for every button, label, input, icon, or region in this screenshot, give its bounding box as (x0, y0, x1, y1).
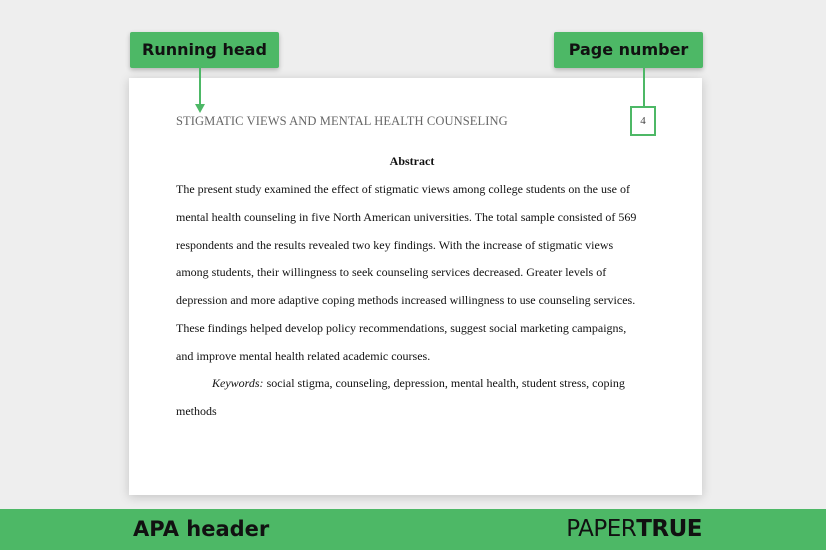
abstract-line: These findings helped develop policy recommendations, suggest social marketing campaigns, (176, 320, 627, 335)
running-head-callout: Running head (130, 32, 279, 68)
keywords-label: Keywords: (212, 376, 264, 390)
abstract-line: depression and more adaptive coping methods increased willingness to use counseling services. (176, 293, 636, 308)
brand-logo-part: TRUE (636, 516, 702, 542)
running-head-connector (199, 68, 201, 106)
abstract-line: respondents and the results revealed two key findings. With the increase of stigmatic views (176, 237, 614, 252)
footer-banner (0, 509, 826, 550)
abstract-body (176, 176, 656, 371)
running-head-text: STIGMATIC VIEWS AND MENTAL HEALTH COUNSELING (176, 114, 508, 128)
keywords-paragraph (176, 370, 656, 426)
page-number-connector (643, 68, 645, 106)
page-number: 4 (630, 106, 656, 136)
abstract-line: and improve mental health related academic courses. (176, 348, 431, 363)
abstract-line: mental health counseling in five North American universities. The total sample consisted of 569 (176, 209, 637, 224)
keywords-text: social stigma, counseling, depression, mental health, student stress, coping (263, 376, 625, 390)
page-number-callout: Page number (554, 32, 703, 68)
brand-logo (566, 509, 702, 550)
brand-logo-part: PAPER (566, 516, 637, 542)
abstract-line: among students, their willingness to seek counseling services decreased. Greater levels of (176, 265, 607, 280)
keywords-line-continued: methods (176, 403, 217, 418)
abstract-title: Abstract (389, 154, 435, 168)
footer-title: APA header (133, 517, 270, 541)
keywords-line (176, 370, 656, 398)
abstract-line: The present study examined the effect of stigmatic views among college students on the use of (176, 182, 630, 196)
arrow-down-icon (195, 104, 205, 113)
